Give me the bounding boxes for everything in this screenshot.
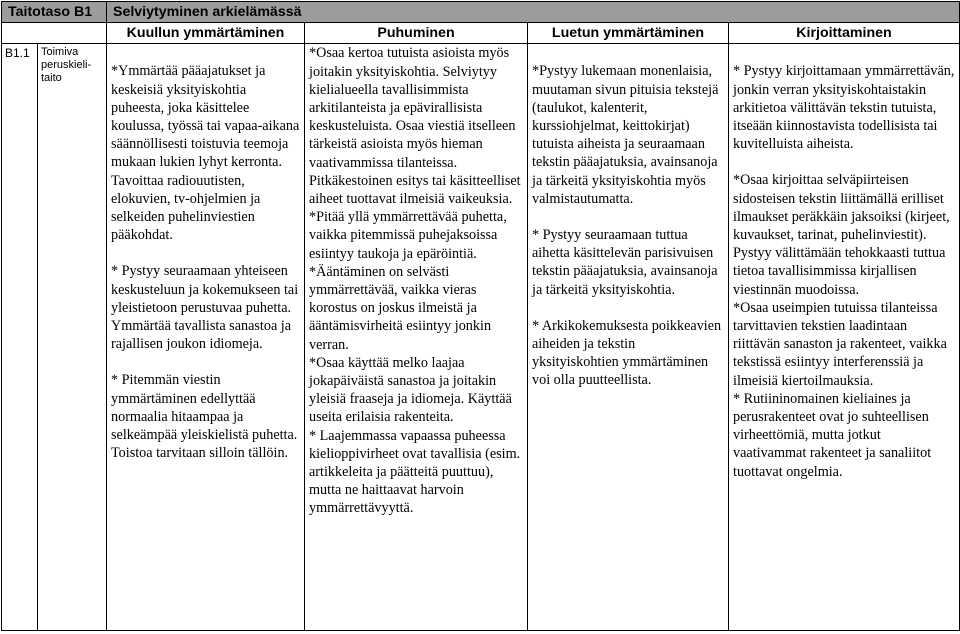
kuullun-cell [107, 44, 305, 631]
puhuminen-para-3: *Ääntäminen on selvästi ymmärrettävää, vaikka vieras korostus on joskus ilmeistä ja ääntämisvirheitä esiintyy jonkin verran. [309, 263, 492, 353]
kirjoittaminen-para-2: *Osaa kirjoittaa selväpiirteisen sidosteisen tekstin liittämällä erilliset ilmaukset peräkkäin jaksoiksi (kirjeet, kuvaukset, tarinat, puhelinviestit). Pystyy välittämään tehokkaasti tuttua tietoa tavallisimmissa kirjallisen viestinnän muodoissa. [733, 172, 950, 298]
skill-header-kirjoittaminen: Kirjoittaminen [729, 23, 960, 44]
skill-header-luetun: Luetun ymmärtäminen [528, 23, 729, 44]
puhuminen-para-4: *Osaa käyttää melko laajaa jokapäiväistä sanastoa ja joitakin yleisiä fraaseja ja idiomeja. Käyttää useita erilaisia rakenteita. [309, 354, 512, 426]
kuullun-para-3: * Pitemmän viestin ymmärtäminen edellyttää normaalia hitaampaa ja selkeämpää yleiskielistä puhetta. Toistoa tarvitaan silloin tällöin. [111, 372, 298, 462]
empty-header-cell [2, 23, 107, 44]
page-title: Selviytyminen arkielämässä [107, 2, 960, 23]
skill-header-kuullun: Kuullun ymmärtäminen [107, 23, 305, 44]
kuullun-para-1: *Ymmärtää pääajatukset ja keskeisiä yksityiskohtia puheesta, joka käsittelee koulussa, työssä tai vapaa-aikana säännöllisesti toistuvia teemoja mukaan lukien lyhyt kerronta. Tavoittaa radiouutisten, elokuvien, tv-ohjelmien ja selkeiden puhelinviestien pääkohdat. [111, 63, 300, 244]
kirjoittaminen-para-1: * Pystyy kirjoittamaan ymmärrettävän, jonkin verran yksityiskohtaistakin arkitietoa välittävän tekstin tutuista, itseään kiinnostavista todellisista tai kuvitelluista aiheista. [733, 63, 955, 153]
level-row [2, 44, 960, 631]
luetun-cell [528, 44, 729, 631]
puhuminen-cell [305, 44, 528, 631]
puhuminen-para-1: *Osaa kertoa tutuista asioista myös joitakin yksityiskohtia. Selviytyy kielialueella tavallisimmista arkitilanteista ja epävirallisista keskusteluista. Osaa viestiä itselleen tärkeistä asioista myös hieman vaativammissa tilanteissa. Pitkäkestoinen esitys tai käsitteelliset aiheet tuottavat ilmeisiä vaikeuksia. [309, 45, 521, 208]
kuullun-para-2: * Pystyy seuraamaan yhteiseen keskusteluun ja kokemukseen tai yleistietoon perustuvaa puhetta. Ymmärtää tavallista sanastoa ja rajallisen joukon idiomeja. [111, 263, 299, 353]
skill-header-puhuminen: Puhuminen [305, 23, 528, 44]
skills-header-row [2, 23, 960, 44]
kirjoittaminen-para-4: * Rutiininomainen kieliaines ja perusrakenteet ovat jo suhteellisen virheettömiä, mutta jotkut vaativammat rakenteet ja sanaliitot tuottavat ongelmia. [733, 390, 932, 480]
header-row [2, 2, 960, 23]
skills-table [1, 1, 960, 631]
luetun-para-2: * Pystyy seuraamaan tuttua aihetta käsittelevän parisivuisen tekstin pääajatuksia, avainsanoja ja tärkeitä yksityiskohtia. [532, 227, 718, 298]
level-area: Toimiva peruskieli-taito [38, 44, 107, 631]
puhuminen-para-5: * Laajemmassa vapaassa puheessa kielioppivirheet ovat tavallisia (esim. artikkeleita ja päätteitä puuttuu), mutta ne haittaavat harvoin ymmärrettävyyttä. [309, 427, 521, 517]
luetun-para-3: * Arkikokemuksesta poikkeavien aiheiden ja tekstin yksityiskohtien ymmärtäminen voi olla puutteellista. [532, 317, 722, 389]
kirjoittaminen-cell [729, 44, 960, 631]
puhuminen-para-2: *Pitää yllä ymmärrettävää puhetta, vaikka pitemmissä puhejaksoissa esiintyy taukoja ja epäröintiä. [309, 209, 507, 262]
kirjoittaminen-para-3: *Osaa useimpien tutuissa tilanteissa tarvittavien tekstien laadintaan riittävän sanaston ja rakenteet, vaikka tekstissä esiintyy interferenssiä ja ilmeisiä kiertoilmauksia. [733, 299, 947, 389]
level-header: Taitotaso B1 [2, 2, 107, 23]
luetun-para-1: *Pystyy lukemaan monenlaisia, muutaman sivun pituisia tekstejä (taulukot, kalenterit, kurssiohjelmat, keittokirjat) tutuista aiheista ja seuraamaan tekstin pääajatuksia, avainsanoja ja tärkeitä yksityiskohtia myös valmistautumatta. [532, 63, 719, 207]
level-code: B1.1 [2, 44, 38, 631]
